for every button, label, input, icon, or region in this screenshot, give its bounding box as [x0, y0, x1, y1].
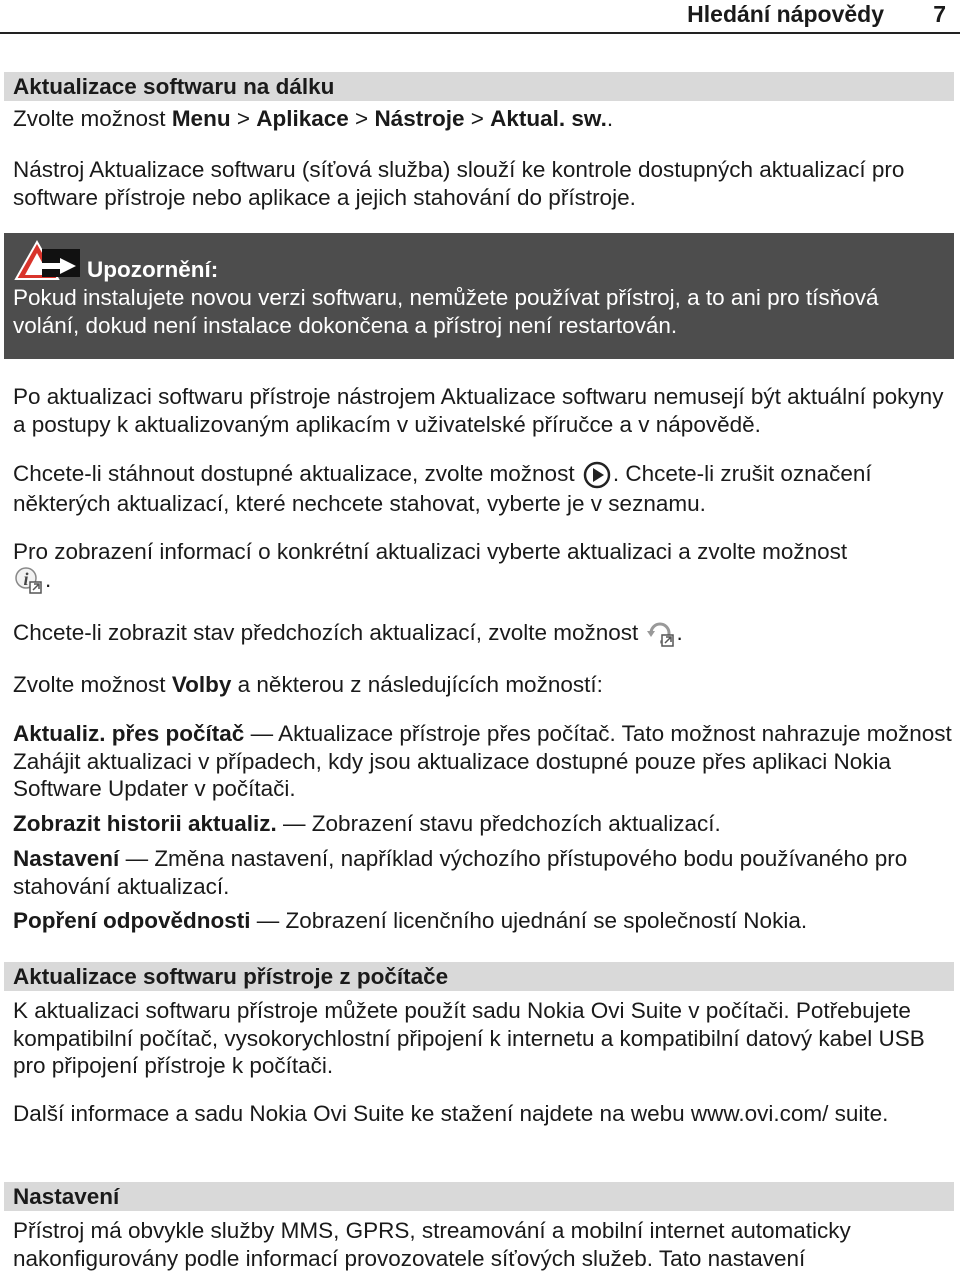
- option-item: [13, 720, 953, 803]
- menu-path-tools: Nástroje: [374, 106, 465, 131]
- option-term: Zobrazit historii aktualiz.: [13, 811, 277, 836]
- pc-paragraph-1: K aktualizaci softwaru přístroje můžete použít sadu Nokia Ovi Suite v počítači. Potřebujete kompatibilní počítač, vysokorychlostní připojení k internetu a kompatibilní datový kabel USB pro připojení přístroje k počítači.: [13, 998, 925, 1078]
- options-menu-label: Volby: [171, 672, 232, 697]
- play-circle-icon: [582, 460, 612, 490]
- history-icon: [646, 619, 676, 649]
- paragraph-download: Chcete-li stáhnout dostupné aktualizace, zvolte možnost . Chcete-li zrušit označení některých aktualizací, které nechcete stahovat, vyberte je v seznamu.: [13, 461, 872, 517]
- option-term: Popření odpovědnosti: [13, 908, 251, 933]
- pc-paragraph-2: Další informace a sadu Nokia Ovi Suite ke stažení najdete na webu www.ovi.com/ suite.: [13, 1101, 889, 1126]
- header-rule: [0, 32, 960, 34]
- option-item: [13, 907, 953, 935]
- section-title-remote-update: Aktualizace softwaru na dálku: [4, 72, 954, 101]
- option-desc: — Zobrazení licenčního ujednání se společností Nokia.: [250, 908, 808, 933]
- option-desc: — Změna nastavení, například výchozího přístupového bodu používaného pro stahování aktualizací.: [13, 846, 908, 899]
- warning-text: Pokud instalujete novou verzi softwaru, nemůžete používat přístroj, a to ani pro tísňová volání, dokud není instalace dokončena a přístroj není restartován.: [13, 285, 879, 338]
- warning-box: [4, 233, 954, 359]
- option-item: [13, 810, 953, 838]
- option-desc: — Aktualizace přístroje přes počítač. Tato možnost nahrazuje možnost Zahájit aktualizaci v případech, kdy jsou aktualizace dostupné pouze přes aplikaci Nokia Software Updater v počítači.: [13, 721, 952, 801]
- warning-title: Upozornění:: [87, 257, 219, 282]
- paragraph-options-intro: Zvolte možnost Volby a některou z následujících možností:: [13, 672, 603, 697]
- info-icon: [14, 566, 44, 596]
- page-number: 7: [933, 1, 946, 27]
- option-term: Nastavení: [13, 846, 120, 871]
- paragraph-info: Pro zobrazení informací o konkrétní aktualizaci vyberte aktualizaci a zvolte možnost i .: [13, 538, 953, 596]
- svg-text:i: i: [23, 568, 29, 589]
- option-item: [13, 845, 953, 900]
- option-desc: — Zobrazení stavu předchozích aktualizací.: [276, 811, 721, 836]
- option-term: Aktualiz. přes počítač: [13, 721, 245, 746]
- menu-path-menu: Menu: [171, 106, 231, 131]
- warning-hand-icon: [14, 239, 82, 281]
- page-header: [0, 0, 960, 30]
- menu-path-update: Aktual. sw.: [490, 106, 607, 131]
- paragraph-history: Chcete-li zobrazit stav předchozích aktualizací, zvolte možnost .: [13, 619, 953, 649]
- section-title-pc-update: Aktualizace softwaru přístroje z počítače: [4, 962, 954, 991]
- section-title-settings: Nastavení: [4, 1182, 954, 1211]
- paragraph-after-update: Po aktualizaci softwaru přístroje nástrojem Aktualizace softwaru nemusejí být aktuální pokyny a postupy k aktualizovaným aplikacím v uživatelské příručce a v nápovědě.: [13, 384, 944, 437]
- header-title: Hledání nápovědy: [687, 1, 884, 27]
- menu-path: Zvolte možnost Menu > Aplikace > Nástroje > Aktual. sw..: [13, 106, 614, 131]
- intro-paragraph: Nástroj Aktualizace softwaru (síťová služba) slouží ke kontrole dostupných aktualizací pro software přístroje nebo aplikace a jejich stahování do přístroje.: [13, 157, 905, 210]
- settings-paragraph: Přístroj má obvykle služby MMS, GPRS, streamování a mobilní internet automaticky nakonfigurovány podle informací provozovatele síťových služeb. Tato nastavení: [13, 1218, 851, 1271]
- menu-path-apps: Aplikace: [256, 106, 349, 131]
